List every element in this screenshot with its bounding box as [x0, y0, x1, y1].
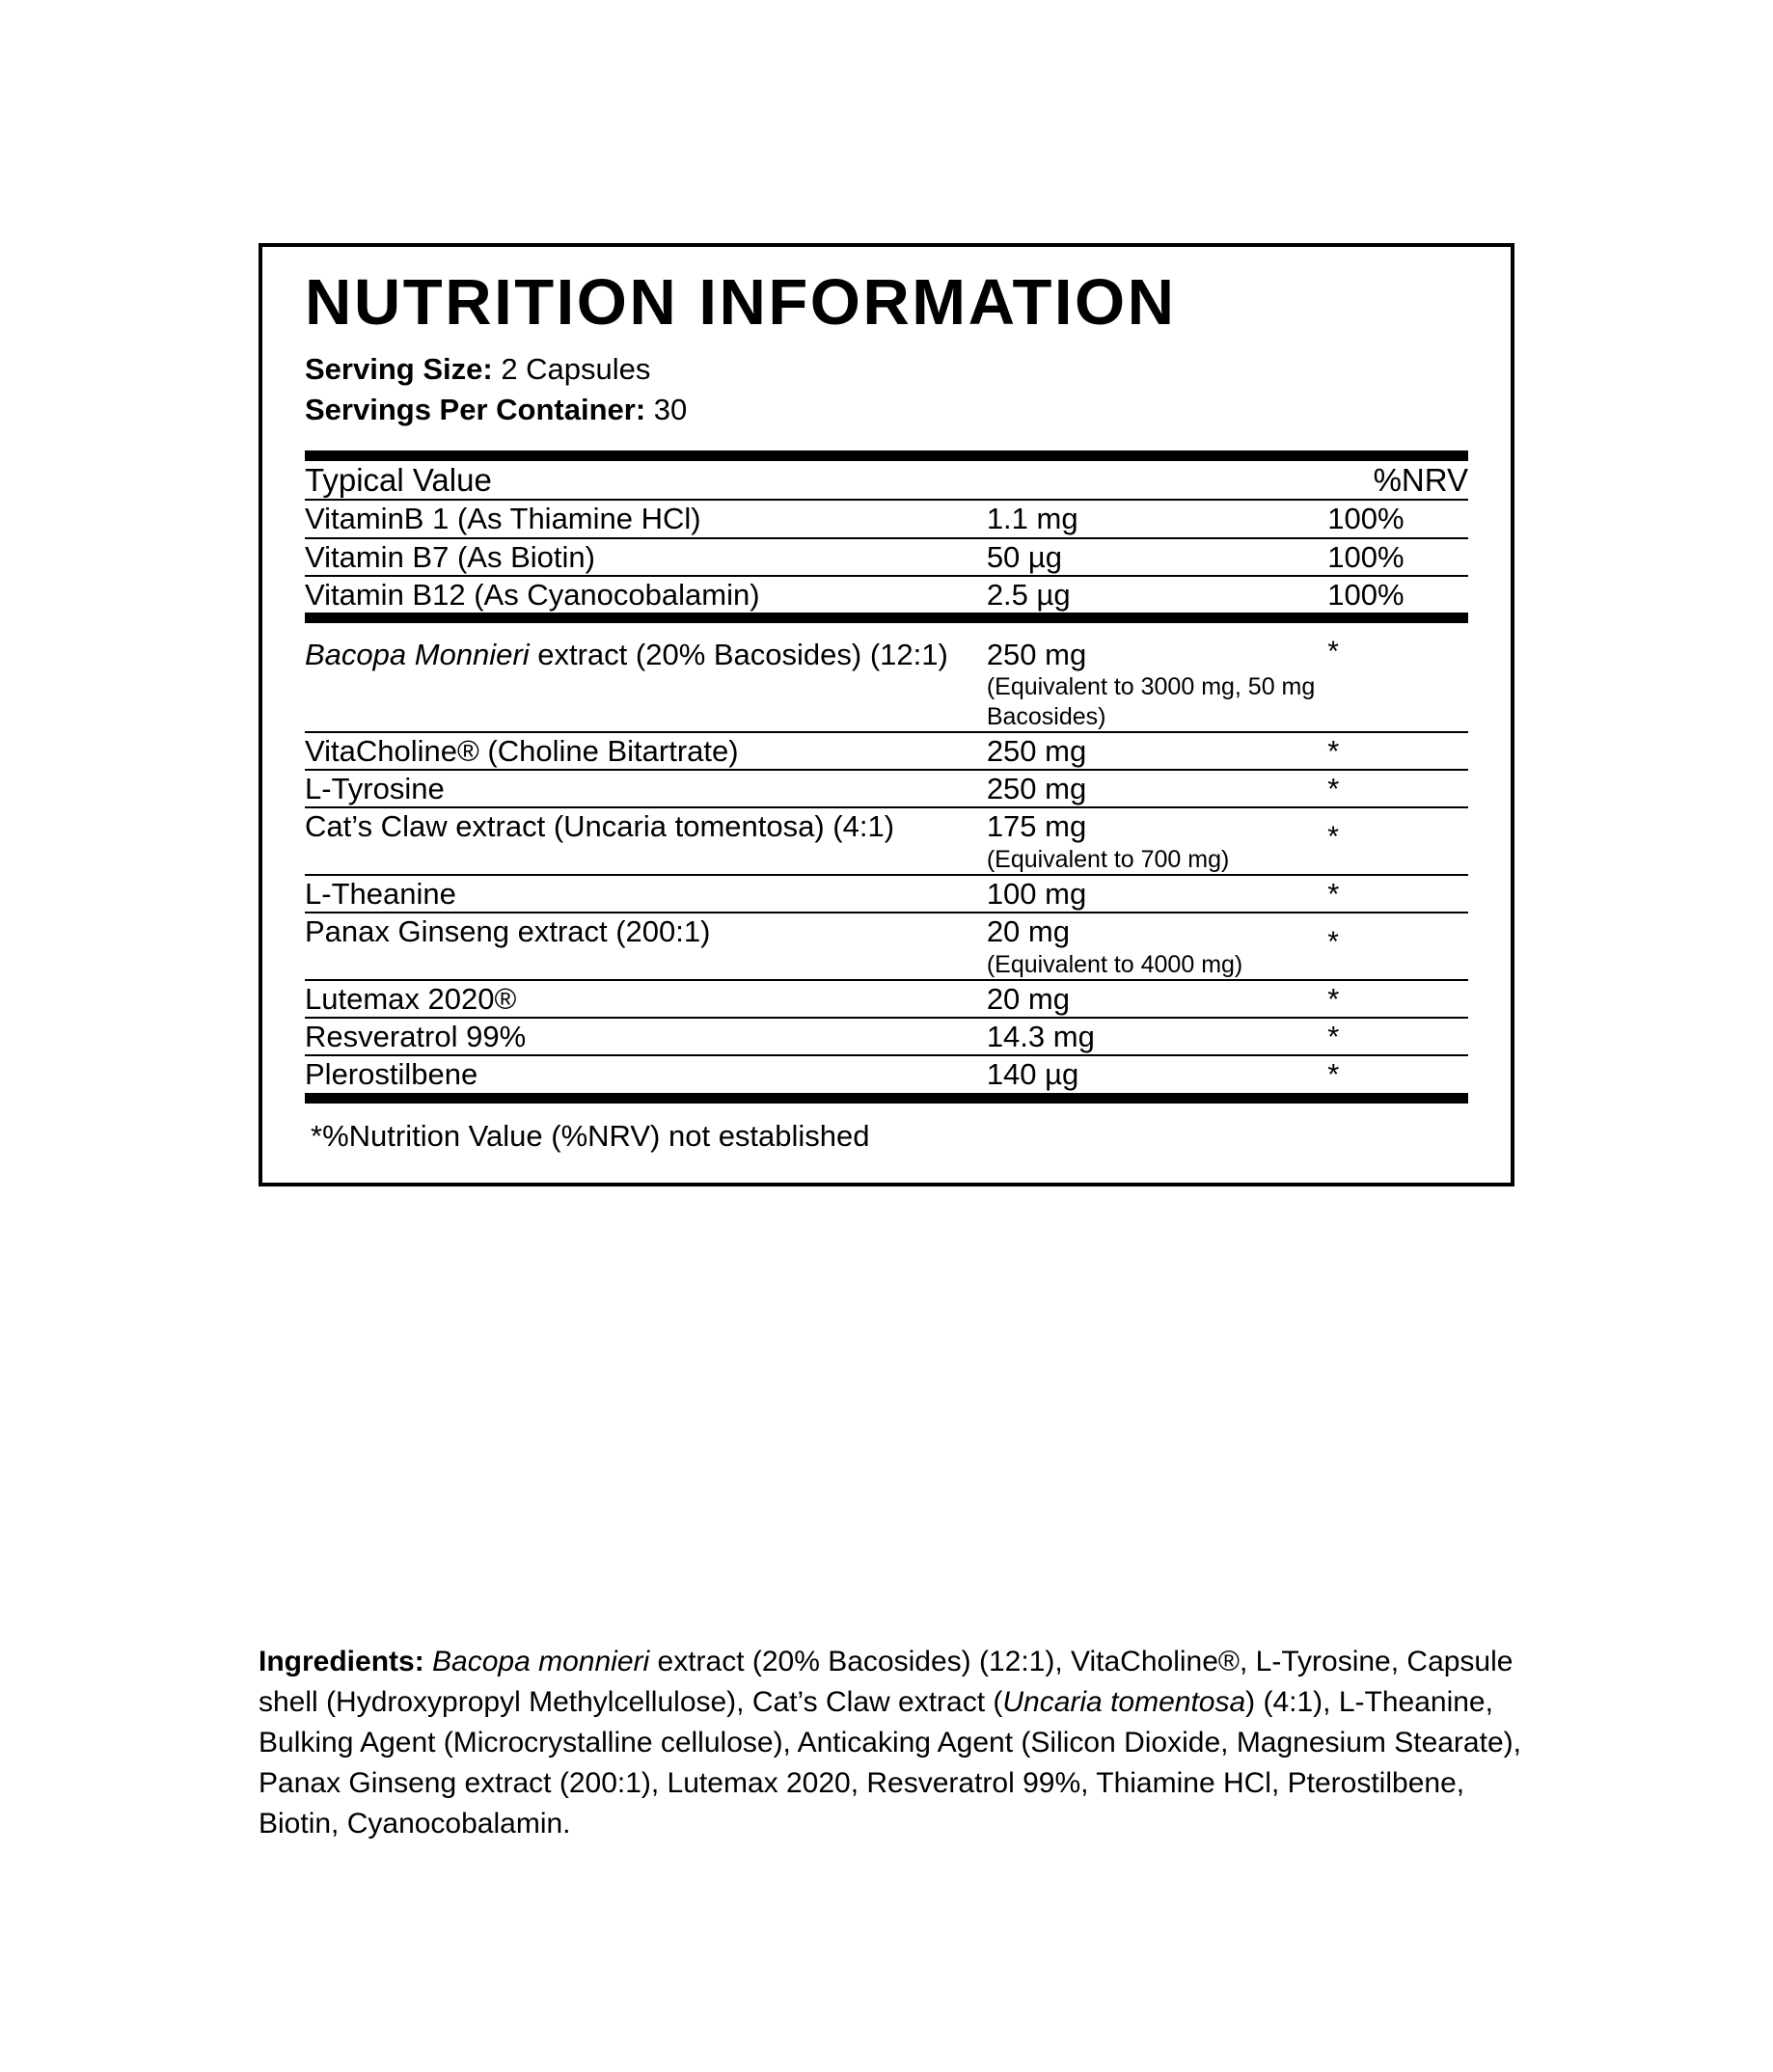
servings-per-container-label: Servings Per Container: [305, 392, 646, 426]
nutrient-name: L-Theanine [305, 875, 987, 913]
nutrient-nrv: 100% [1327, 576, 1468, 618]
table-row [305, 1055, 1468, 1092]
nutrient-nrv: * [1327, 807, 1468, 875]
serving-size-label: Serving Size: [305, 352, 493, 387]
serving-info [305, 349, 1468, 428]
nutrient-name: Vitamin B7 (As Biotin) [305, 538, 987, 576]
serving-size-value: 2 Capsules [501, 352, 651, 387]
nutrient-nrv: 100% [1327, 538, 1468, 576]
nutrient-amount [987, 807, 1327, 875]
nutrient-amount: 140 µg [987, 1055, 1327, 1092]
nutrient-amount [987, 913, 1327, 980]
divider-thick-top [305, 450, 1468, 461]
table-row [305, 770, 1468, 807]
table-header-row [305, 461, 1468, 501]
column-header-typical-value: Typical Value [305, 461, 492, 498]
table-row [305, 617, 1468, 732]
nutrient-name: VitaCholine® (Choline Bitartrate) [305, 732, 987, 770]
nutrient-name: L-Tyrosine [305, 770, 987, 807]
nutrient-name-rest: extract (20% Bacosides) (12:1) [529, 637, 948, 671]
nutrient-nrv: * [1327, 1055, 1468, 1092]
table-row [305, 980, 1468, 1018]
nutrient-nrv: * [1327, 980, 1468, 1018]
ingredients-paragraph [259, 1642, 1541, 1844]
divider-thick-bottom [305, 1093, 1468, 1104]
nutrient-name [305, 617, 987, 732]
serving-size-line [305, 349, 1468, 389]
nutrient-amount-value: 175 mg [986, 809, 1087, 844]
nutrient-name: Cat’s Claw extract (Uncaria tomentosa) (4:1) [305, 807, 987, 875]
ingredients-italic-bacopa: Bacopa monnieri [432, 1646, 650, 1677]
nutrient-amount: 50 µg [987, 538, 1327, 576]
nutrient-amount: 100 mg [987, 875, 1327, 913]
ingredients-italic-uncaria: Uncaria tomentosa [1002, 1686, 1246, 1718]
nutrient-amount: 14.3 mg [987, 1018, 1327, 1055]
servings-per-container-line [305, 390, 1468, 429]
nutrient-amount: 250 mg [987, 770, 1327, 807]
nutrient-amount: 250 mg [987, 732, 1327, 770]
nutrient-nrv: * [1327, 770, 1468, 807]
nutrient-name-italic: Bacopa Monnieri [305, 637, 530, 671]
ingredients-text-2: ) (4:1), L-Theanine, Bulking Agent (Microcrystalline cellulose), Anticaking Agent (Silicon Dioxide, Magnesium Stearate), Panax Ginseng extract (200:1), Lutemax 2020, Resveratrol 99%, Thiamine HCl, Pterostilbene, Biotin, Cyanocobalamin. [259, 1686, 1521, 1840]
nutrient-amount: 2.5 µg [987, 576, 1327, 618]
nutrition-table [305, 461, 1468, 1093]
nutrient-name: Panax Ginseng extract (200:1) [305, 913, 987, 980]
nutrient-name: Resveratrol 99% [305, 1018, 987, 1055]
panel-title: NUTRITION INFORMATION [305, 266, 1177, 339]
nutrient-amount: 1.1 mg [987, 500, 1327, 537]
nutrient-amount-value: 250 mg [986, 637, 1087, 671]
column-header-amount [987, 461, 1327, 501]
column-header-nrv: %NRV [1373, 461, 1468, 498]
nutrient-nrv: 100% [1327, 500, 1468, 537]
table-row [305, 1018, 1468, 1055]
table-row [305, 732, 1468, 770]
table-row [305, 807, 1468, 875]
ingredients-label: Ingredients: [259, 1646, 424, 1677]
nutrient-amount-note: (Equivalent to 4000 mg) [986, 950, 1243, 978]
table-row [305, 500, 1468, 537]
nutrient-nrv: * [1327, 617, 1468, 732]
nutrient-amount-note: (Equivalent to 700 mg) [986, 845, 1230, 873]
nutrient-nrv: * [1327, 875, 1468, 913]
nutrient-name: VitaminB 1 (As Thiamine HCl) [305, 500, 987, 537]
nutrient-name: Vitamin B12 (As Cyanocobalamin) [305, 576, 987, 618]
ingredients-space [424, 1646, 432, 1677]
table-row [305, 576, 1468, 618]
nutrient-nrv: * [1327, 732, 1468, 770]
nutrient-amount [987, 617, 1327, 732]
table-row [305, 875, 1468, 913]
nrv-footnote: *%Nutrition Value (%NRV) not established [311, 1118, 870, 1153]
nutrient-name: Plerostilbene [305, 1055, 987, 1092]
table-row [305, 538, 1468, 576]
nutrient-amount-note: (Equivalent to 3000 mg, 50 mg Bacosides) [986, 673, 1316, 730]
nutrient-amount-value: 20 mg [986, 914, 1070, 949]
nutrient-amount: 20 mg [987, 980, 1327, 1018]
nutrient-name: Lutemax 2020® [305, 980, 987, 1018]
nutrition-information-panel [259, 243, 1514, 1186]
ingredients-text-1: extract (20% Bacosides) (12:1), VitaCholine®, L-Tyrosine, Capsule shell (Hydroxypropyl Methylcellulose), Cat’s Claw extract ( [259, 1646, 1514, 1718]
servings-per-container-value: 30 [653, 392, 688, 426]
table-row [305, 913, 1468, 980]
nutrient-nrv: * [1327, 1018, 1468, 1055]
nutrient-nrv: * [1327, 913, 1468, 980]
